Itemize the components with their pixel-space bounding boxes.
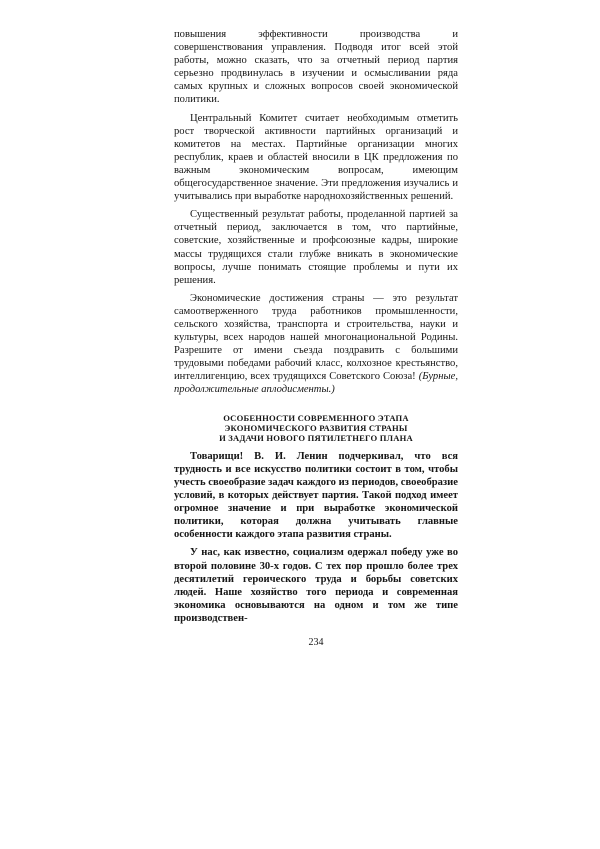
paragraph-continuation: повышения эффективности производства и совершенствования управления. Подводя итог всей этой работы, можно сказать, что за отчетный период партия серьезно продвинулась в изучении и осмысливании ряда самых крупных и сложных вопросов своей экономической политики. [174,29,458,106]
paragraph-economic-achievements-text: Экономические достижения страны — это результат самоотверженного труда работников промышленности, сельского хозяйства, транспорта и строительства, науки и культуры, всех народов нашей многонациональной Родины. Разрешите от имени съезда поздравить с большими трудовыми победами рабочий класс, колхозное крестьянство, интеллигенцию, всех трудящихся Советского Союза! [174,292,458,383]
section-heading-line-3: И ЗАДАЧИ НОВОГО ПЯТИЛЕТНЕГО ПЛАНА [219,433,413,444]
section-heading-line-1: ОСОБЕННОСТИ СОВРЕМЕННОГО ЭТАПА [223,412,409,423]
paragraph-central-committee: Центральный Комитет считает необходимым отметить рост творческой активности партийных организаций и комитетов на местах. Партийные организации многих республик, краев и областей вносили в ЦК предложения по важным экономическим вопросам, имеющим общегосударственное значение. Эти предложения изучались и учитывались при выработке народнохозяйственных решений. [174,112,458,203]
page-number: 234 [308,636,324,648]
section-heading [174,413,458,444]
paragraph-socialism-victory: У нас, как известно, социализм одержал победу уже во второй половине 30-х годов. С тех пор прошло более трех десятилетий героического труда и борьбы советских людей. Наше хозяйство того периода и современная экономика основываются на одном и том же типе производствен- [174,547,458,624]
paragraph-economic-achievements [174,292,458,397]
document-page [174,28,458,649]
paragraph-work-result: Существенный результат работы, проделанной партией за отчетный период, заключается в том, что партийные, советские, хозяйственные и профсоюзные кадры, широкие массы трудящихся стали глубже вникать в экономические вопросы, лучше понимать стоящие проблемы и пути их решения. [174,209,458,286]
applause-note: (Бурные, продолжительные аплодисменты.) [174,371,458,396]
paragraph-lenin-quote: Товарищи! В. И. Ленин подчеркивал, что вся трудность и все искусство политики состоит в том, чтобы учесть своеобразие задач каждого из периодов, своеобразие условий, в которых действует партия. Такой подход имеет огромное значение и при выработке экономической политики, которая должна учитывать главные особенности каждого этапа развития страны. [174,450,458,541]
section-heading-line-2: ЭКОНОМИЧЕСКОГО РАЗВИТИЯ СТРАНЫ [224,422,408,433]
